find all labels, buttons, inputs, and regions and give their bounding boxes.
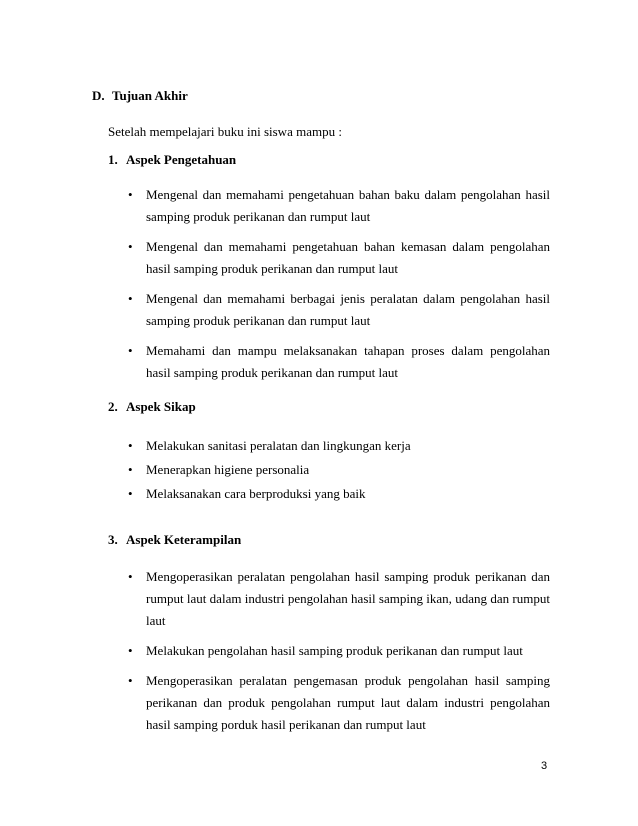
list-item xyxy=(108,459,550,481)
section-title: Tujuan Akhir xyxy=(112,88,188,103)
list-item-text: Mengenal dan memahami pengetahuan bahan baku dalam pengolahan hasil samping produk perikanan dan rumput laut xyxy=(146,187,550,224)
list-item-text: Mengoperasikan peralatan pengolahan hasil samping produk perikanan dan rumput laut dalam industri pengolahan hasil samping ikan, udang dan rumput laut xyxy=(146,569,550,628)
bullet-icon: • xyxy=(128,187,133,202)
bullet-icon: • xyxy=(128,291,133,306)
aspect-list xyxy=(108,184,550,384)
bullet-icon: • xyxy=(128,438,133,453)
section-heading xyxy=(92,88,188,104)
section-letter: D. xyxy=(92,88,105,103)
list-item xyxy=(108,288,550,332)
list-item xyxy=(108,483,550,505)
list-item-text: Menerapkan higiene personalia xyxy=(146,462,310,477)
aspect-number: 3. xyxy=(108,532,118,547)
aspect-number: 2. xyxy=(108,399,118,414)
list-item-text: Memahami dan mampu melaksanakan tahapan proses dalam pengolahan hasil samping produk perikanan dan rumput laut xyxy=(146,343,550,380)
bullet-icon: • xyxy=(128,343,133,358)
list-item-text: Mengoperasikan peralatan pengemasan produk pengolahan hasil samping perikanan dan produk pengolahan rumput laut dalam industri pengolahan hasil samping porduk hasil perikanan dan rumput laut xyxy=(146,673,550,732)
bullet-icon: • xyxy=(128,486,133,501)
page-number: 3 xyxy=(541,760,548,772)
list-item xyxy=(108,566,550,632)
aspect-heading xyxy=(108,397,550,417)
list-item-text: Mengenal dan memahami berbagai jenis peralatan dalam pengolahan hasil samping produk perikanan dan rumput laut xyxy=(146,291,550,328)
list-item xyxy=(108,435,550,457)
list-item-text: Melakukan sanitasi peralatan dan lingkungan kerja xyxy=(146,438,411,453)
list-item xyxy=(108,236,550,280)
bullet-icon: • xyxy=(128,673,133,688)
aspect-pengetahuan xyxy=(108,150,550,392)
aspect-sikap xyxy=(108,397,550,507)
bullet-icon: • xyxy=(128,569,133,584)
aspect-title: Aspek Sikap xyxy=(126,399,196,414)
list-item xyxy=(108,670,550,736)
aspect-heading xyxy=(108,150,550,170)
list-item xyxy=(108,640,550,662)
aspect-list xyxy=(108,566,550,736)
aspect-title: Aspek Keterampilan xyxy=(126,532,242,547)
aspect-title: Aspek Pengetahuan xyxy=(126,152,237,167)
aspect-list xyxy=(108,435,550,505)
list-item-text: Melaksanakan cara berproduksi yang baik xyxy=(146,486,366,501)
aspect-number: 1. xyxy=(108,152,118,167)
bullet-icon: • xyxy=(128,643,133,658)
list-item-text: Mengenal dan memahami pengetahuan bahan kemasan dalam pengolahan hasil samping produk perikanan dan rumput laut xyxy=(146,239,550,276)
intro-text: Setelah mempelajari buku ini siswa mampu : xyxy=(108,124,342,139)
bullet-icon: • xyxy=(128,462,133,477)
aspect-keterampilan xyxy=(108,530,550,744)
aspect-heading xyxy=(108,530,550,550)
bullet-icon: • xyxy=(128,239,133,254)
list-item-text: Melakukan pengolahan hasil samping produk perikanan dan rumput laut xyxy=(146,643,523,658)
list-item xyxy=(108,340,550,384)
list-item xyxy=(108,184,550,228)
